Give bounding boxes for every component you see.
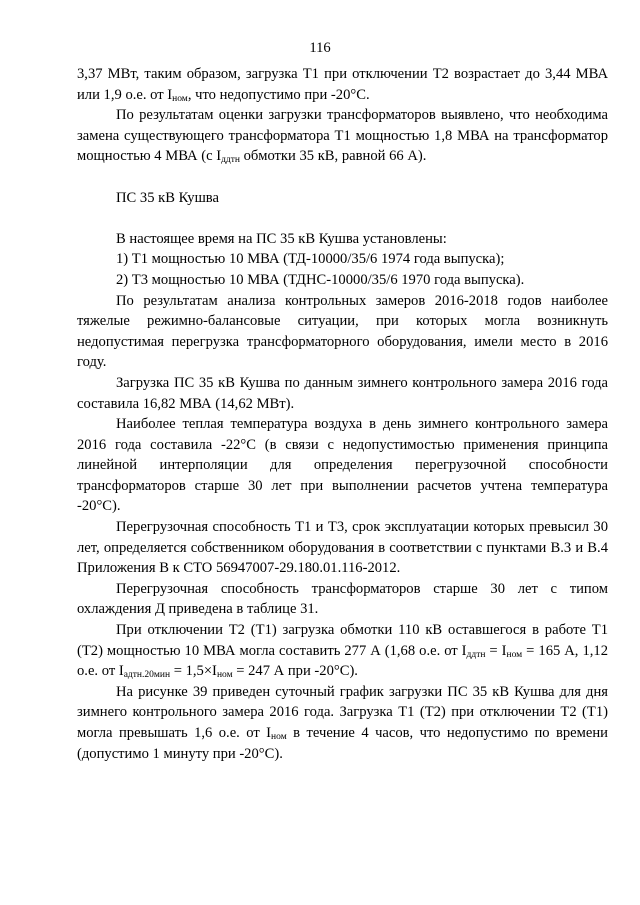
spacer (77, 208, 608, 229)
section-heading: ПС 35 кВ Кушва (116, 189, 219, 206)
page-content (77, 64, 608, 764)
paragraph: По результатам анализа контрольных замеров 2016-2018 годов наиболее тяжелые режимно-балансовые ситуации, при которых могла возникнуть недопустимая перегрузка трансформаторного оборудования, имели место в 2016 году. (77, 292, 608, 371)
page-number: 116 (309, 40, 331, 56)
paragraph: На рисунке 39 приведен суточный график загрузки ПС 35 кВ Кушва для дня зимнего контрольного замера 2016 года. Загрузка Т1 (Т2) при отключении Т2 (Т1) могла превышать 1,6 о.е. от $I_{ном}$ в течение 4 часов, что недопустимо по времени (допустимо 1 минуту при -20°С). (77, 683, 608, 762)
list-item: 2) Т3 мощностью 10 МВА (ТДНС-10000/35/6 1970 года выпуска). (116, 271, 525, 288)
paragraph: В настоящее время на ПС 35 кВ Кушва установлены: (116, 230, 447, 247)
paragraph: Перегрузочная способность Т1 и Т3, срок эксплуатации которых превысил 30 лет, определяется собственником оборудования в соответствии с пунктами В.3 и В.4 Приложения В к СТО 56947007-29.180.01.116-2012. (77, 519, 608, 577)
list-item: 1) Т1 мощностью 10 МВА (ТД-10000/35/6 1974 года выпуска); (116, 251, 505, 268)
paragraph: Наиболее теплая температура воздуха в день зимнего контрольного замера 2016 года составила -22°С (в связи с недопустимостью применения принципа линейной интерполяции для определения перегрузочной способности трансформаторов старше 30 лет при выполнении расчетов учтена температура -20°С). (77, 416, 608, 515)
paragraph: По результатам оценки загрузки трансформаторов выявлено, что необходима замена существующего трансформатора Т1 мощностью 1,8 МВА на трансформатор мощностью 4 МВА (с $I_{ддтн}$ обмотки 35 кВ, равной 66 А). (77, 107, 608, 166)
paragraph: Перегрузочная способность трансформаторов старше 30 лет с типом охлаждения Д приведена в таблице 31. (77, 580, 608, 618)
paragraph: Загрузка ПС 35 кВ Кушва по данным зимнего контрольного замера 2016 года составила 16,82 МВА (14,62 МВт). (77, 374, 608, 412)
paragraph: При отключении Т2 (Т1) загрузка обмотки 110 кВ оставшегося в работе Т1 (Т2) мощностью 10 МВА могла составить 277 А (1,68 о.е. от $I_{ддтн} = I_{ном} = 165$ А, 1,12 о.е. от $I_{адтн.20мин} = 1,5\times I_{ном} = 247$ А при -20°С). (77, 622, 608, 681)
paragraph: 3,37 МВт, таким образом, загрузка Т1 при отключении Т2 возрастает до 3,44 МВА или 1,9 о.е. от $I_{ном}$, что недопустимо при -20°С. (77, 66, 608, 104)
spacer (77, 167, 608, 188)
